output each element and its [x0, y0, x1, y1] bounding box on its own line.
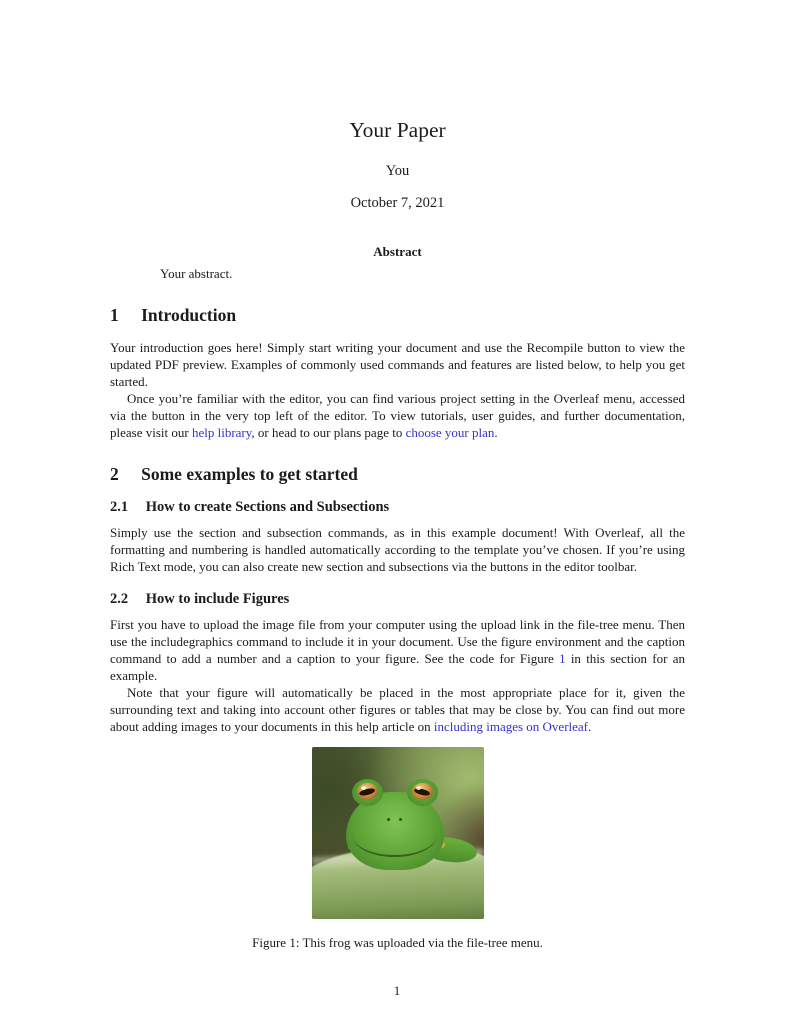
help-library-link[interactable]: help library [191, 425, 252, 440]
frog-iris-left [357, 783, 378, 800]
figure-1 [110, 747, 685, 919]
frog-head [346, 792, 444, 870]
figures-p1-text-1: First you have to upload the image file from your computer using the upload link in the file-tree menu. Then use the includegraphics command to include it in your document. Use the figure environment and the caption command to add a number and a caption to your figure. See the code for Figure [110, 617, 685, 666]
subsection-2-1-number: 2.1 [110, 499, 129, 515]
frog-nostril-right [399, 818, 402, 821]
subsection-2-2-title: How to include Figures [145, 591, 290, 607]
frog-eye-right [407, 779, 438, 806]
subsection-2-1-heading [110, 499, 685, 515]
figure-1-ref-link[interactable]: 1 [559, 651, 566, 666]
figures-p2-text-1: Note that your figure will automatically be placed in the most appropriate place for it, given the surrounding text and taking into account other figures or tables that may be close by. You can find out more about adding images to your documents in this help article on [110, 685, 685, 734]
intro-p2-text-1: Once you’re familiar with the editor, you can find various project setting in the Overleaf menu, accessed via the button in the very top left of the editor. To view tutorials, user guides, and further documentation, please visit our [110, 391, 685, 440]
figures-paragraph-1 [110, 616, 685, 684]
subsection-2-2-number: 2.2 [110, 591, 129, 607]
intro-paragraph-1: Your introduction goes here! Simply start writing your document and use the Recompile button to view the updated PDF preview. Examples of commonly used commands and features are listed below, to help you get started. [110, 340, 685, 389]
including-images-link[interactable]: including images on Overleaf [433, 719, 589, 734]
figures-paragraph-2 [110, 684, 685, 735]
section-2-heading [110, 464, 685, 485]
paper-author: You [385, 163, 410, 179]
figures-p1-text-2: in this section for an example. [110, 651, 685, 683]
frog-mouth [352, 831, 436, 857]
frog-photo [312, 747, 484, 919]
section-1-heading [110, 305, 685, 326]
abstract-text: Your abstract. [160, 266, 233, 281]
paper-date: October 7, 2021 [350, 195, 445, 211]
intro-paragraph-2 [110, 390, 685, 441]
figure-1-caption: Figure 1: This frog was uploaded via the file-tree menu. [252, 935, 543, 950]
frog-iris-right [412, 783, 433, 800]
subsection-2-2-heading [110, 591, 685, 607]
subsection-2-1-title: How to create Sections and Subsections [145, 499, 390, 515]
section-2-title: Some examples to get started [141, 464, 358, 484]
page-number: 1 [393, 983, 401, 998]
choose-your-plan-link[interactable]: choose your plan [405, 425, 495, 440]
frog-eye-left [352, 779, 383, 806]
page-content [0, 117, 794, 950]
frog-nostril-left [387, 818, 390, 821]
figures-p2-text-2: . [588, 719, 592, 734]
abstract-heading: Abstract [373, 244, 422, 259]
intro-p2-text-2: , or head to our plans page to [251, 425, 406, 440]
subsection-2-1-paragraph: Simply use the section and subsection commands, as in this example document! With Overleaf, all the formatting and numbering is handled automatically according to the template you’ve chosen. If you’re using Rich Text mode, you can also create new section and subsections via the buttons in the editor toolbar. [110, 525, 685, 574]
section-1-number: 1 [110, 305, 119, 325]
section-2-number: 2 [110, 464, 119, 484]
paper-title: Your Paper [349, 118, 446, 142]
section-1-title: Introduction [141, 305, 237, 325]
intro-p2-text-3: . [494, 425, 498, 440]
